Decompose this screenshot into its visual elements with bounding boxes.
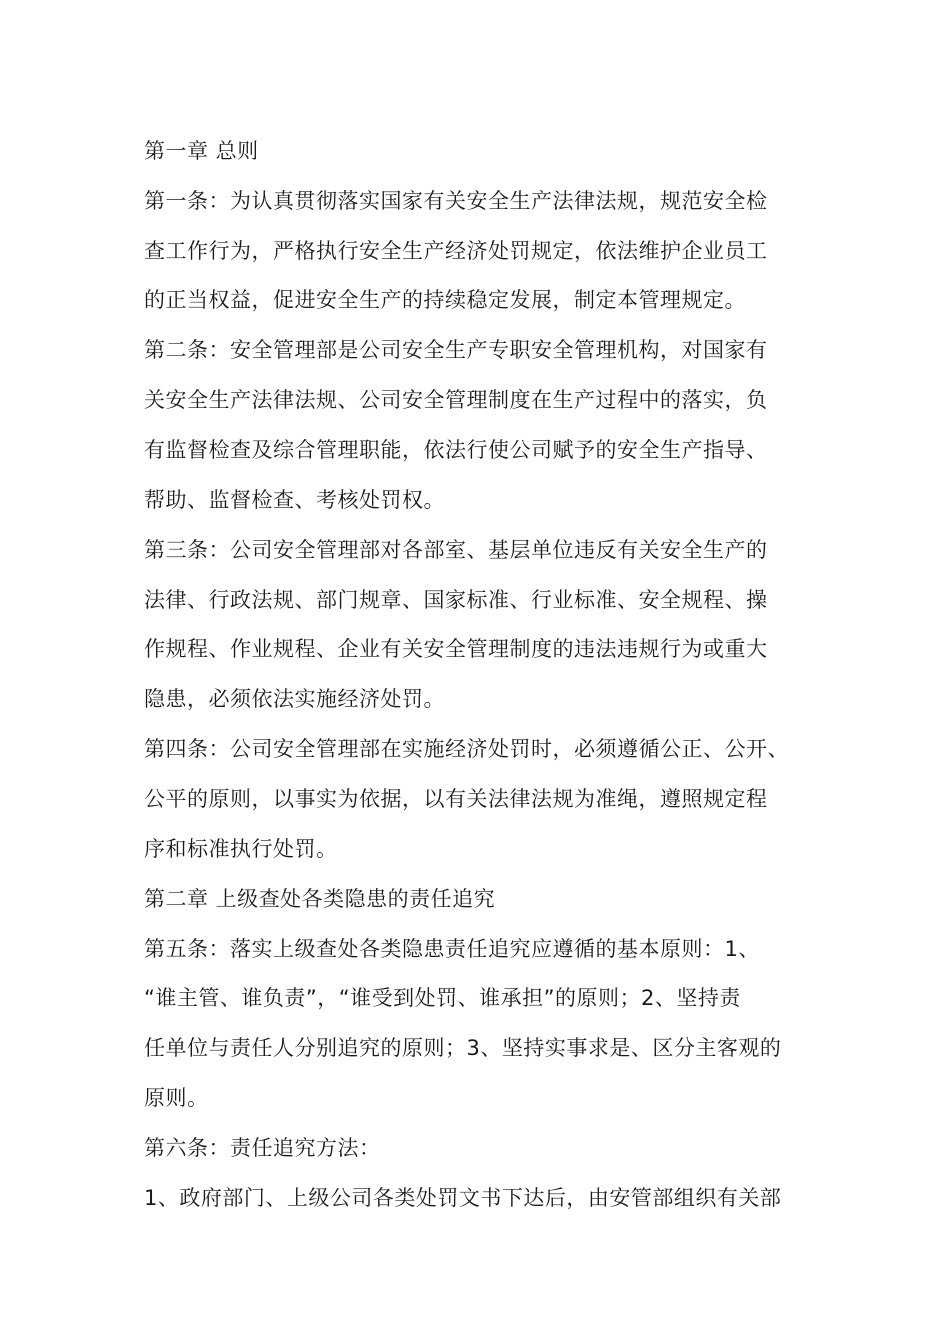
article-2-line-3: 有监督检查及综合管理职能，依法行使公司赋予的安全生产指导、 — [144, 438, 768, 462]
article-6-heading: 第六条：责任追究方法： — [144, 1136, 381, 1160]
article-5-line-2: “谁主管、谁负责”，“谁受到处罚、谁承担”的原则；2、坚持责 — [144, 986, 741, 1010]
chapter-2-heading: 第二章 上级查处各类隐患的责任追究 — [144, 887, 496, 911]
article-2-line-2: 关安全生产法律法规、公司安全管理制度在生产过程中的落实，负 — [144, 388, 768, 412]
article-4-line-3: 序和标准执行处罚。 — [144, 837, 338, 861]
article-1-line-3: 的正当权益，促进安全生产的持续稳定发展，制定本管理规定。 — [144, 288, 746, 312]
article-4-line-1: 第四条：公司安全管理部在实施经济处罚时，必须遵循公正、公开、 — [144, 737, 789, 761]
article-1-line-1: 第一条：为认真贯彻落实国家有关安全生产法律法规，规范安全检 — [144, 189, 768, 213]
chapter-1-heading: 第一章 总则 — [144, 139, 259, 163]
article-6-item-1-line-1: 1、政府部门、上级公司各类处罚文书下达后，由安管部组织有关部 — [144, 1186, 782, 1210]
article-3-line-2: 法律、行政法规、部门规章、国家标准、行业标准、安全规程、操 — [144, 588, 768, 612]
article-5-line-1: 第五条：落实上级查处各类隐患责任追究应遵循的基本原则：1、 — [144, 937, 760, 961]
article-2-line-4: 帮助、监督检查、考核处罚权。 — [144, 488, 445, 512]
article-5-line-4: 原则。 — [144, 1086, 209, 1110]
article-2-line-1: 第二条：安全管理部是公司安全生产专职安全管理机构，对国家有 — [144, 338, 768, 362]
article-5-line-3: 任单位与责任人分别追究的原则；3、坚持实事求是、区分主客观的 — [144, 1036, 782, 1060]
article-4-line-2: 公平的原则，以事实为依据，以有关法律法规为准绳，遵照规定程 — [144, 787, 768, 811]
article-3-line-1: 第三条：公司安全管理部对各部室、基层单位违反有关安全生产的 — [144, 538, 768, 562]
article-1-line-2: 查工作行为，严格执行安全生产经济处罚规定，依法维护企业员工 — [144, 239, 768, 263]
article-3-line-3: 作规程、作业规程、企业有关安全管理制度的违法违规行为或重大 — [144, 637, 768, 661]
article-3-line-4: 隐患，必须依法实施经济处罚。 — [144, 687, 445, 711]
